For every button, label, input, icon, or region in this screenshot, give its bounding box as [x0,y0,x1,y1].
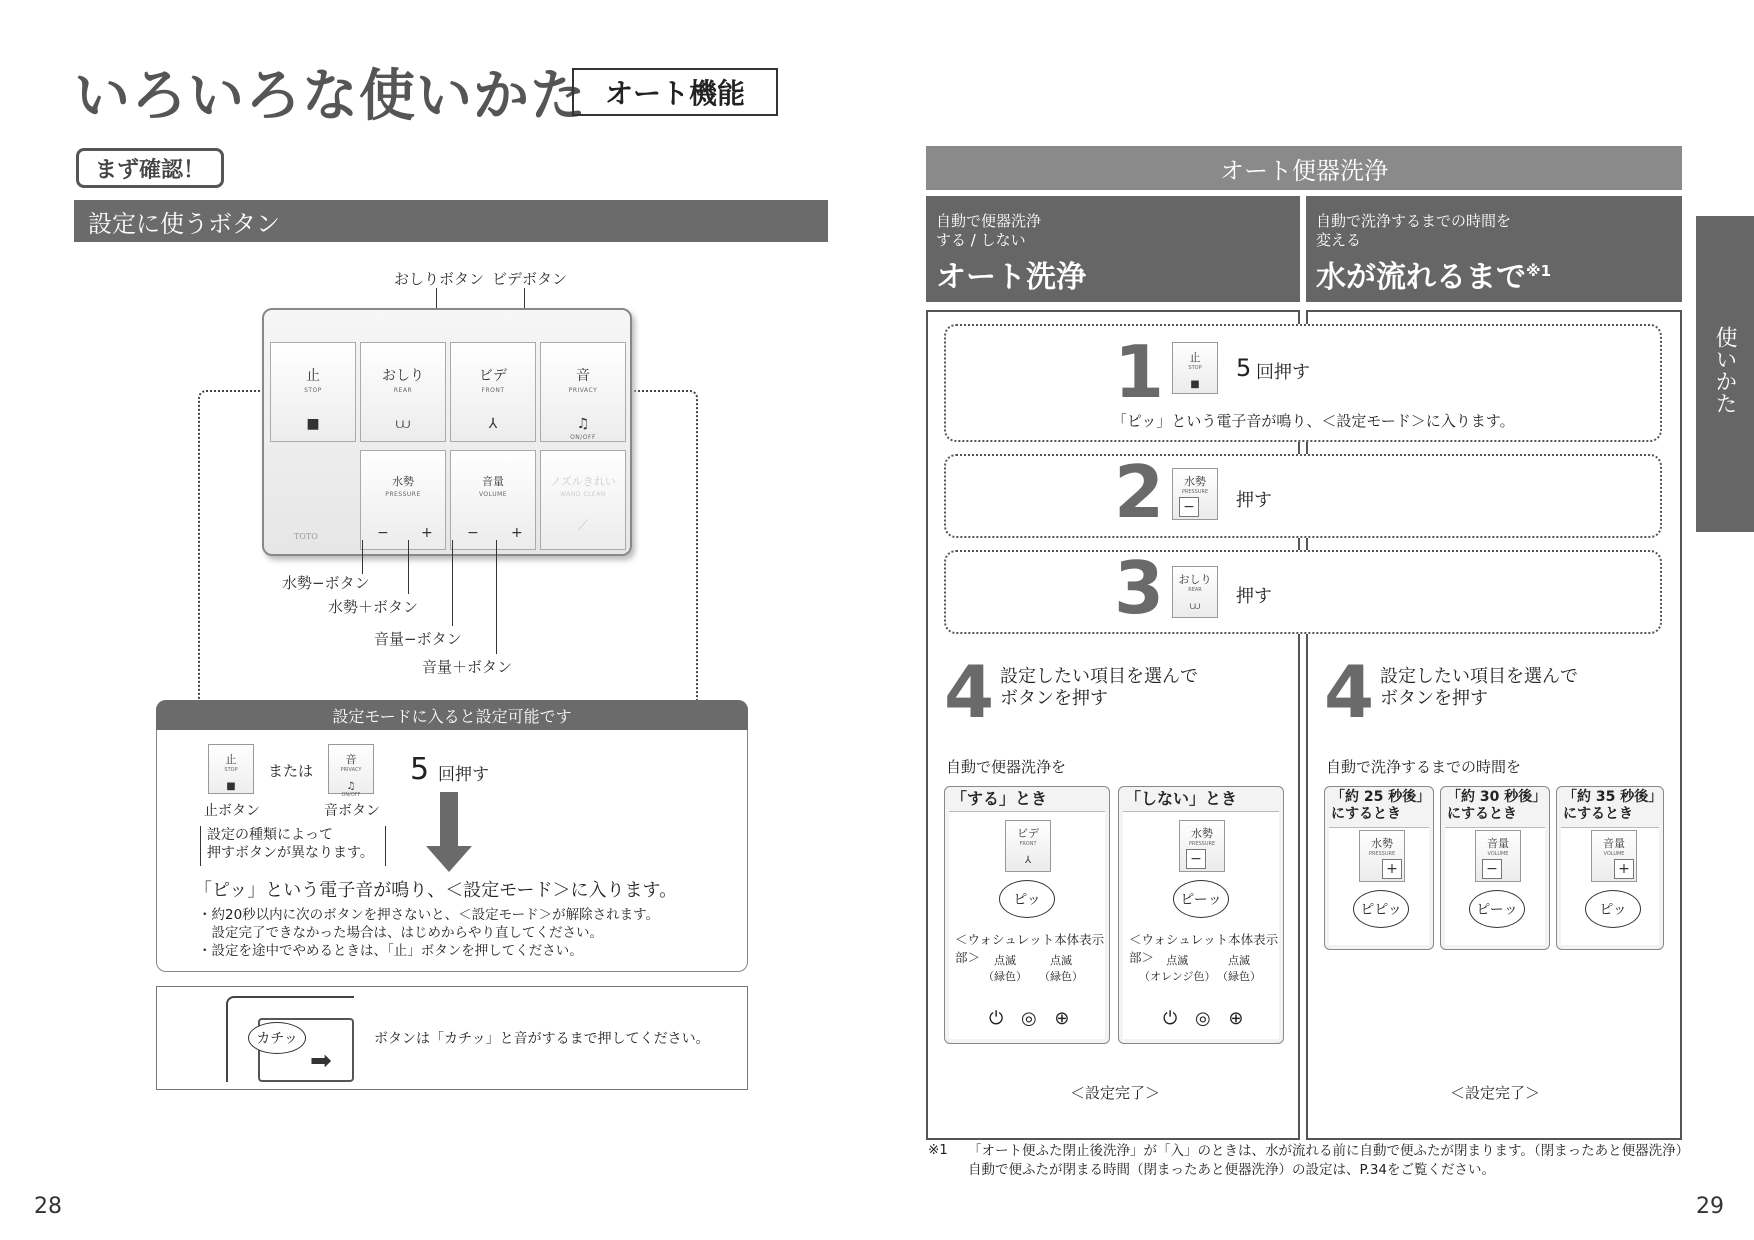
right-header: オート便器洗浄 [926,146,1682,190]
option-head-line: 「約 30 秒後」 [1447,789,1547,805]
column-header-flush-time [1306,196,1682,302]
privacy-button-mini [328,744,374,798]
bracket-note [200,826,386,866]
button-sublabel: STOP [1188,365,1202,371]
down-arrow-icon [426,846,472,872]
front-wash-icon: ⅄ [1024,855,1032,866]
stop-button[interactable] [270,342,356,442]
blink-text: 点滅 [1166,954,1189,967]
step-4-left-text [1000,666,1198,710]
button-sublabel: STOP [224,767,238,773]
blink-text: 点滅 [1050,954,1072,967]
step-3 [944,546,1662,634]
minus-sign: − [1482,859,1502,879]
option-suru [944,786,1110,1044]
blink-text: 点滅 [1228,954,1250,967]
label-pressure-minus: 水勢−ボタン [282,574,370,592]
check-badge: まず確認！ [76,148,224,188]
option-body [1445,827,1545,945]
step-2 [944,450,1662,538]
button-label: ビデ [1017,827,1039,840]
step-text: 回押す [1256,362,1310,383]
click-bubble: カチッ [248,1022,306,1054]
option-head [1557,787,1663,825]
button-label: 音量 [1487,837,1509,850]
press-count: 5 [410,752,430,787]
rear-button-icon [1172,566,1218,618]
label-pressure-plus: 水勢＋ボタン [328,598,419,616]
button-label: 止 [225,753,237,766]
stop-icon: ■ [1190,379,1200,390]
col-sub: 変える [1316,231,1362,249]
button-label: 止 [1189,351,1201,364]
beep-bubble: ピピッ [1353,890,1409,928]
rear-wash-icon: ⩊ [395,416,411,432]
nozzle-icon: ⟋ [578,518,588,534]
press-count: 5 [1236,354,1252,382]
pressure-button-group [360,450,446,550]
page-number-right: 29 [1696,1194,1724,1219]
step-4-right-text [1380,666,1578,710]
button-sublabel: PRIVACY [340,767,362,773]
section-title: 設定に使うボタン [74,200,828,242]
option-25s [1324,786,1434,950]
button-label: おしり [1178,573,1212,586]
front-wash-icon: ⅄ [488,416,498,432]
pressure-minus-button[interactable]: − [377,525,389,541]
display-label: ＜ウォシュレット本体表示部＞ [955,932,1105,965]
button-label: 水勢 [1371,837,1393,850]
nozzle-clean-button[interactable] [540,450,626,550]
button-label: 水勢 [1184,475,1206,488]
press-text: 回押す [438,765,489,785]
blink-label-1 [983,952,1027,984]
button-sublabel: REAR [1188,587,1202,593]
complete-right: ＜設定完了＞ [1450,1084,1541,1102]
minus-sign: − [1186,849,1206,869]
note-line: 設定完了できなかった場合は、はじめからやり直してください。 [198,925,603,941]
footnote-mark: ※1 [928,1142,948,1158]
minus-sign: − [1179,497,1199,517]
button-sublabel: VOLUME [478,491,508,498]
music-note-icon: ♫ [346,781,356,792]
leader-line [496,540,497,654]
option-head [1325,787,1433,825]
stop-icon: ■ [226,781,236,792]
step-text-line: ボタンを押す [1000,688,1108,709]
option-head-line: にするとき [1331,806,1401,822]
pressure-minus-button-icon [1179,820,1225,872]
button-label: ノズルきれい [550,475,616,488]
setting-mode-header: 設定モードに入ると設定可能です [156,700,748,730]
label-oshiri-button: おしりボタン [394,270,485,288]
leader-line [362,540,363,574]
status-icons: ⏻ ◎ ⊕ [989,1008,1076,1029]
button-label: 音 [345,753,357,766]
option-body [1123,811,1279,1039]
option-head-line: にするとき [1563,806,1633,822]
col-title-text: 水が流れるまで [1316,260,1526,295]
button-label: 音量 [482,475,504,488]
front-button-icon [1005,820,1051,872]
front-button[interactable] [450,342,536,442]
pressure-minus-button-icon [1172,468,1218,520]
plus-sign: + [1614,859,1634,879]
button-label: 止 [306,368,320,384]
page-number-left: 28 [34,1194,62,1219]
step-text-line: 設定したい項目を選んで [1000,666,1198,687]
button-press-illustration [226,996,354,1082]
button-sublabel: VOLUME [1487,851,1509,857]
volume-plus-button-icon [1591,830,1637,882]
step-4-right-intro: 自動で洗浄するまでの時間を [1326,758,1522,776]
brand-logo: TOTO [294,532,318,541]
title-tag: オート機能 [572,68,778,116]
rear-button[interactable] [360,342,446,442]
step-text-line: ボタンを押す [1380,688,1488,709]
step-4-left-intro: 自動で便器洗浄を [946,758,1067,776]
down-arrow-shaft [440,792,458,848]
option-head-line: 「約 35 秒後」 [1563,789,1663,805]
stop-caption: 止ボタン [204,803,260,819]
option-head-line: にするとき [1447,806,1517,822]
volume-minus-button-icon [1475,830,1521,882]
beep-bubble: ピッ [999,880,1055,918]
step-number: 4 [944,650,995,734]
step-number: 4 [1324,650,1375,734]
step-text-line: 設定したい項目を選んで [1380,666,1578,687]
option-35s [1556,786,1664,950]
stop-button-mini [208,744,254,794]
blink-color: （オレンジ色） [1139,970,1216,983]
onoff-label: ON/OFF [341,792,361,798]
footnote-line: 「オート便ふた閉止後洗浄」が「入」のときは、水が流れる前に自動で便ふたが閉まります。（閉まったあと便器洗浄） [968,1143,1690,1159]
volume-button-group [450,450,536,550]
note-line: ・約20秒以内に次のボタンを押さないと、＜設定モード＞が解除されます。 [198,907,660,923]
button-label: 音 [576,368,590,384]
button-label: 水勢 [1191,827,1213,840]
option-30s [1440,786,1550,950]
note-line: ・設定を途中でやめるときは、「止」ボタンを押してください。 [198,943,583,959]
button-sublabel: VOLUME [1603,851,1625,857]
button-label: 水勢 [392,475,414,488]
volume-plus-button[interactable]: + [511,525,523,541]
bracket-note-line: 押すボタンが異なります。 [207,845,374,861]
option-body [949,811,1105,1039]
onoff-label: ON/OFF [570,434,596,441]
arrow-right-icon: ➡ [310,1046,332,1076]
step-1 [944,324,1662,442]
button-sublabel: STOP [304,387,322,394]
click-note-text: ボタンは「カチッ」と音がするまで押してください。 [374,1031,710,1047]
privacy-caption: 音ボタン [324,803,380,819]
bracket-note-line: 設定の種類によって [207,827,333,843]
option-body [1561,827,1659,945]
col-sub: する / しない [936,231,1026,249]
col-sub: 自動で洗浄するまでの時間を [1316,212,1512,230]
button-sublabel: PRIVACY [568,387,598,394]
footnote-line: 自動で便ふたが閉まる時間（閉まったあと便器洗浄）の設定は、P.34をご覧ください。 [968,1162,1496,1178]
step-number: 2 [1114,450,1165,534]
col-sub: 自動で便器洗浄 [936,212,1042,230]
button-label: 音量 [1603,837,1625,850]
step-desc: 「ピッ」という電子音が鳴り、＜設定モード＞に入ります。 [1112,412,1515,430]
side-tab: 使いかた [1696,216,1754,532]
rear-wash-icon: ⩊ [1189,601,1201,612]
blink-label-2 [1039,952,1083,984]
button-sublabel: PRESSURE [1181,489,1209,495]
stop-button-icon [1172,342,1218,394]
notes [198,906,659,960]
option-body [1329,827,1429,945]
option-head [1441,787,1549,825]
step-text: 押す [1236,490,1272,511]
label-volume-minus: 音量−ボタン [374,630,462,648]
blink-color: （緑色） [983,970,1027,983]
beep-text: 「ピッ」という電子音が鳴り、＜設定モード＞に入ります。 [194,880,678,901]
step-number: 1 [1114,330,1165,414]
step-text: 押す [1236,586,1272,607]
button-label: ビデ [479,368,507,384]
status-icons: ⏻ ◎ ⊕ [1163,1008,1250,1029]
option-head: 「しない」とき [1125,789,1238,808]
button-sublabel: PRESSURE [1188,841,1216,847]
remote-panel [262,308,632,556]
pressure-plus-button-icon [1359,830,1405,882]
col-title [1316,252,1672,296]
blink-color: （緑色） [1039,970,1083,983]
or-text: または [268,762,314,780]
label-volume-plus: 音量＋ボタン [422,658,513,676]
leader-line [452,540,453,626]
button-sublabel: FRONT [481,387,505,394]
button-sublabel: PRESSURE [385,491,421,498]
option-shinai [1118,786,1284,1044]
plus-sign: + [1382,859,1402,879]
button-sublabel: REAR [393,387,413,394]
volume-minus-button[interactable]: − [467,525,479,541]
option-head-line: 「約 25 秒後」 [1331,789,1431,805]
pressure-plus-button[interactable]: + [421,525,433,541]
button-label: おしり [382,368,424,384]
blink-color: （緑色） [1217,970,1261,983]
blink-label-1 [1139,952,1215,984]
page-title: いろいろな使いかた [74,64,587,129]
col-title: オート洗浄 [936,260,1086,295]
option-head: 「する」とき [951,789,1048,808]
footnote [968,1142,1689,1180]
footnote-ref: ※1 [1526,262,1552,280]
step-number: 3 [1114,546,1165,630]
beep-bubble: ピーッ [1173,880,1229,918]
leader-line [408,540,409,594]
music-note-icon: ♫ [576,416,590,432]
button-sublabel: FRONT [1019,841,1037,847]
button-sublabel: WAND CLEAN [560,491,606,498]
button-sublabel: PRESSURE [1368,851,1396,857]
column-header-auto-flush [926,196,1300,302]
label-bide-button: ビデボタン [492,270,568,288]
beep-bubble: ピーッ [1469,890,1525,928]
display-label: ＜ウォシュレット本体表示部＞ [1129,932,1279,965]
beep-bubble: ピッ [1585,890,1641,928]
blink-label-2 [1217,952,1261,984]
stop-icon: ■ [306,416,320,432]
privacy-button[interactable] [540,342,626,442]
complete-left: ＜設定完了＞ [1070,1084,1161,1102]
blink-text: 点滅 [994,954,1016,967]
